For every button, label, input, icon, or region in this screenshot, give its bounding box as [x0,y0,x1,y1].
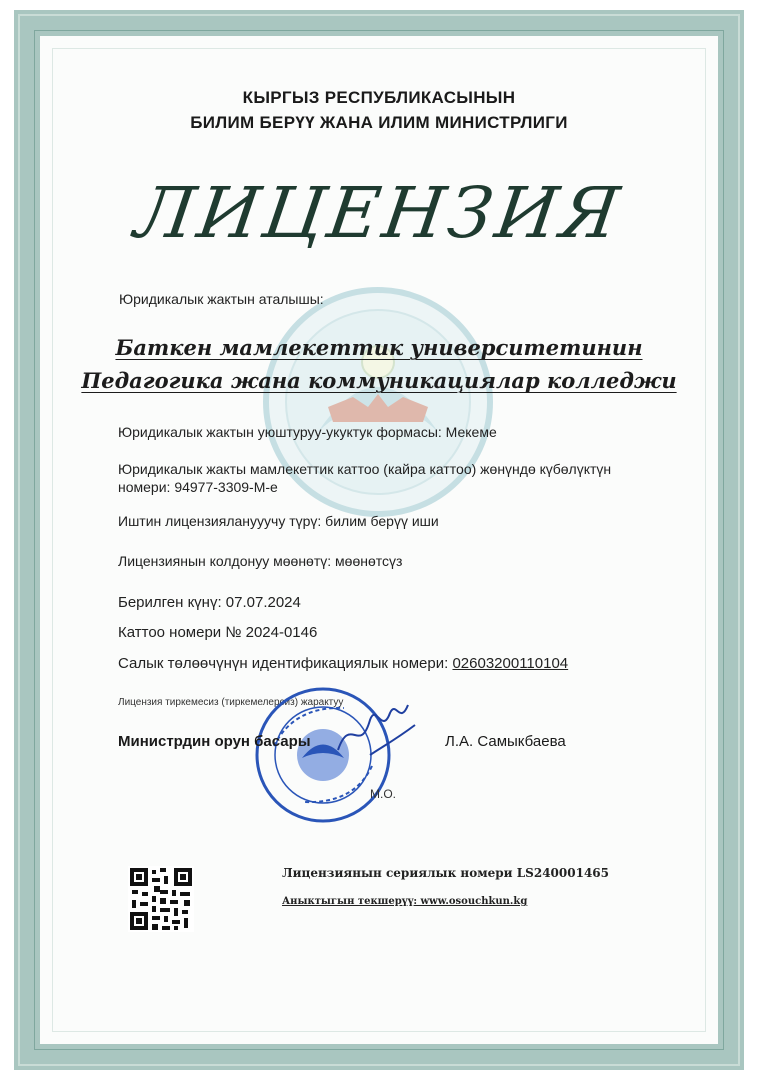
activity-type-field: Иштин лицензияланууучу түрү: билим берүү иши [118,513,439,529]
kyrgyz-emblem-watermark [258,282,498,522]
signatory-name: Л.А. Самыкбаева [445,733,566,750]
verify-link[interactable]: Аныктыгын текшерүү: www.osouchkun.kg [282,896,528,907]
ministry-header-line2: БИЛИМ БЕРҮҮ ЖАНА ИЛИМ МИНИСТРЛИГИ [190,113,568,132]
signatory-position: Министрдин орун басары [118,733,311,750]
seal-mark: М.О. [370,787,396,801]
tax-id-value: 02603200110104 [452,655,569,672]
tax-id-field [118,655,568,672]
entity-label: Юридикалык жактын аталышы: [119,291,324,307]
qr-code[interactable] [128,866,194,932]
registration-field-line2: номери: 94977-3309-М-е [118,479,278,495]
license-title: ЛИЦЕНЗИЯ [130,172,628,254]
registration-field-line1: Юридикалык жакты мамлекеттик каттоо (кайра каттоо) жөнүндө күбөлүктүн [118,461,612,477]
issued-date-field: Берилген күнү: 07.07.2024 [118,594,301,611]
ministry-header-line1: КЫРГЫЗ РЕСПУБЛИКАСЫНЫН [242,88,516,107]
appendix-note: Лицензия тиркемесиз (тиркемелерсиз) жарактуу [118,697,344,708]
signature-scribble [330,695,420,775]
tax-id-label: Салык төлөөчүнүн идентификациялык номери: [118,655,449,672]
entity-name-line2: Педагогика жана коммуникациялар колледжи [81,368,677,393]
entity-name-line1: Баткен мамлекеттик университетинин [115,335,643,360]
legal-form-field: Юридикалык жактын уюштуруу-укуктук формасы: Мекеме [118,424,497,440]
validity-field: Лицензиянын колдонуу мөөнөтү: мөөнөтсүз [118,553,403,569]
registration-number-field: Каттоо номери № 2024-0146 [118,624,318,641]
license-serial: Лицензиянын сериялык номери LS240001465 [282,866,609,880]
certificate-frame [14,10,744,1070]
